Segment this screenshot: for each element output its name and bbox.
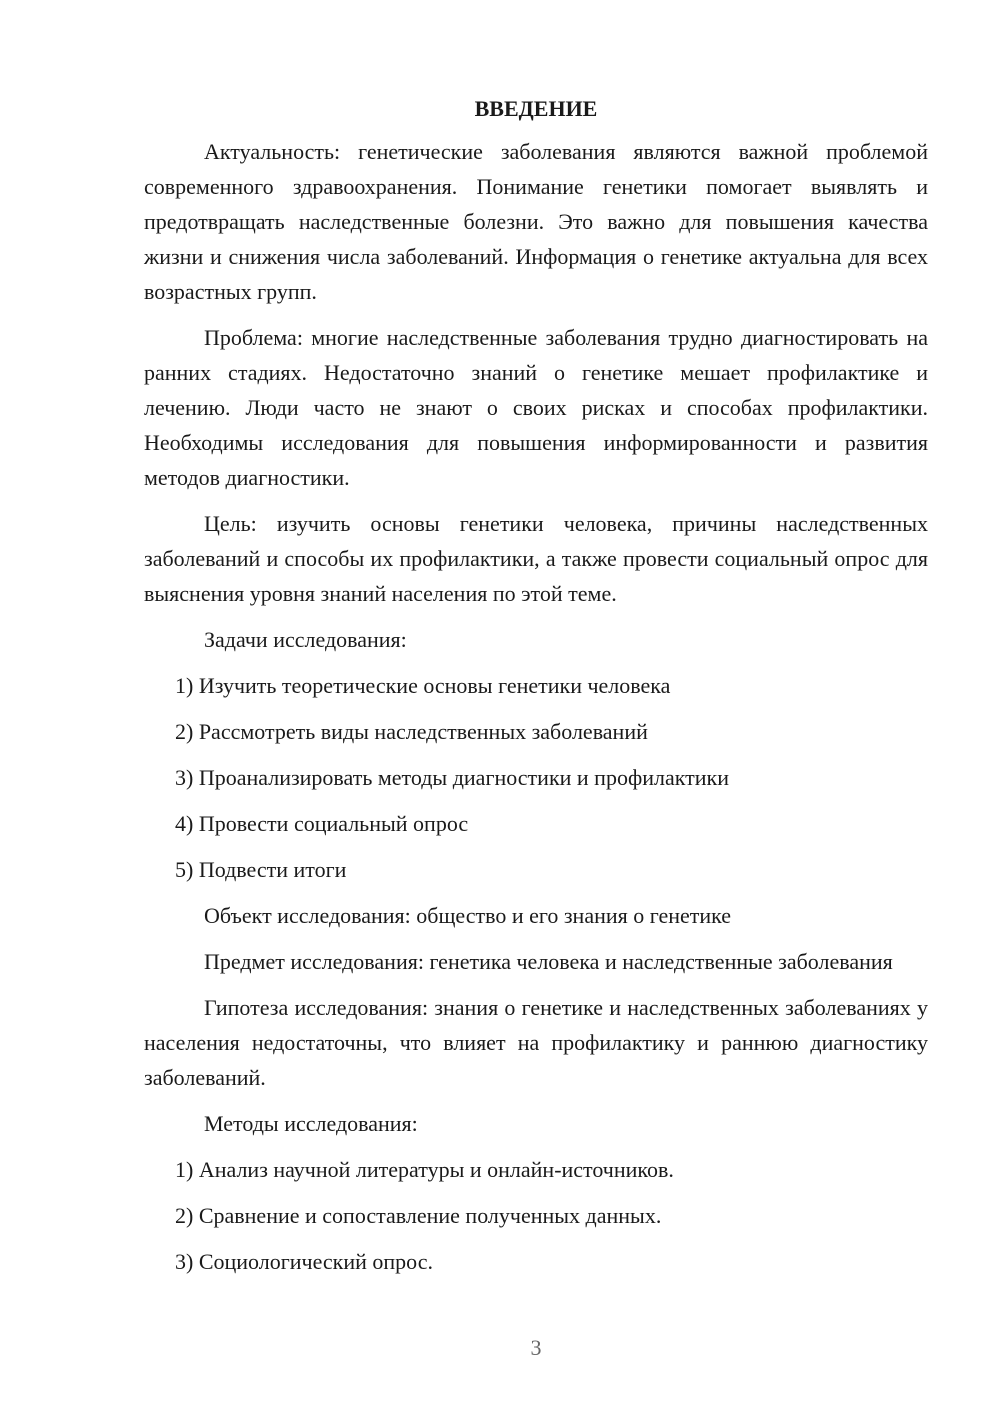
page-number: 3 bbox=[530, 1335, 542, 1360]
task-item: 1) Изучить теоретические основы генетики человека bbox=[175, 673, 671, 698]
actuality-paragraph: Актуальность: генетические заболевания являются важной проблемой современного здравоохранения. Понимание генетики помогает выявлять и предотвращать наследственные болезни. Это важно для повышения качества жизни и снижения числа заболеваний. Информация о генетике актуальна для всех возрастных групп. bbox=[144, 139, 928, 304]
task-item: 2) Рассмотреть виды наследственных заболеваний bbox=[175, 719, 648, 744]
methods-label: Методы исследования: bbox=[204, 1111, 418, 1136]
object-paragraph: Объект исследования: общество и его знания о генетике bbox=[204, 903, 732, 928]
methods-list bbox=[144, 1152, 928, 1279]
subject-paragraph: Предмет исследования: генетика человека и наследственные заболевания bbox=[204, 949, 893, 974]
tasks-list bbox=[144, 668, 928, 887]
hypothesis-paragraph: Гипотеза исследования: знания о генетике и наследственных заболеваниях у населения недостаточны, что влияет на профилактику и раннюю диагностику заболеваний. bbox=[144, 995, 928, 1090]
tasks-label: Задачи исследования: bbox=[204, 627, 407, 652]
problem-paragraph: Проблема: многие наследственные заболевания трудно диагностировать на ранних стадиях. Недостаточно знаний о генетике мешает профилактике и лечению. Люди часто не знают о своих рисках и способах профилактики. Необходимы исследования для повышения информированности и развития методов диагностики. bbox=[144, 325, 928, 490]
method-item: 3) Социологический опрос. bbox=[175, 1249, 433, 1274]
task-item: 4) Провести социальный опрос bbox=[175, 811, 469, 836]
task-item: 3) Проанализировать методы диагностики и профилактики bbox=[175, 765, 729, 790]
page-content bbox=[144, 92, 928, 1290]
method-item: 2) Сравнение и сопоставление полученных данных. bbox=[175, 1203, 662, 1228]
page-title: ВВЕДЕНИЕ bbox=[474, 96, 598, 121]
task-item: 5) Подвести итоги bbox=[175, 857, 347, 882]
goal-paragraph: Цель: изучить основы генетики человека, причины наследственных заболеваний и способы их профилактики, а также провести социальный опрос для выяснения уровня знаний населения по этой теме. bbox=[144, 511, 928, 606]
method-item: 1) Анализ научной литературы и онлайн-источников. bbox=[175, 1157, 674, 1182]
